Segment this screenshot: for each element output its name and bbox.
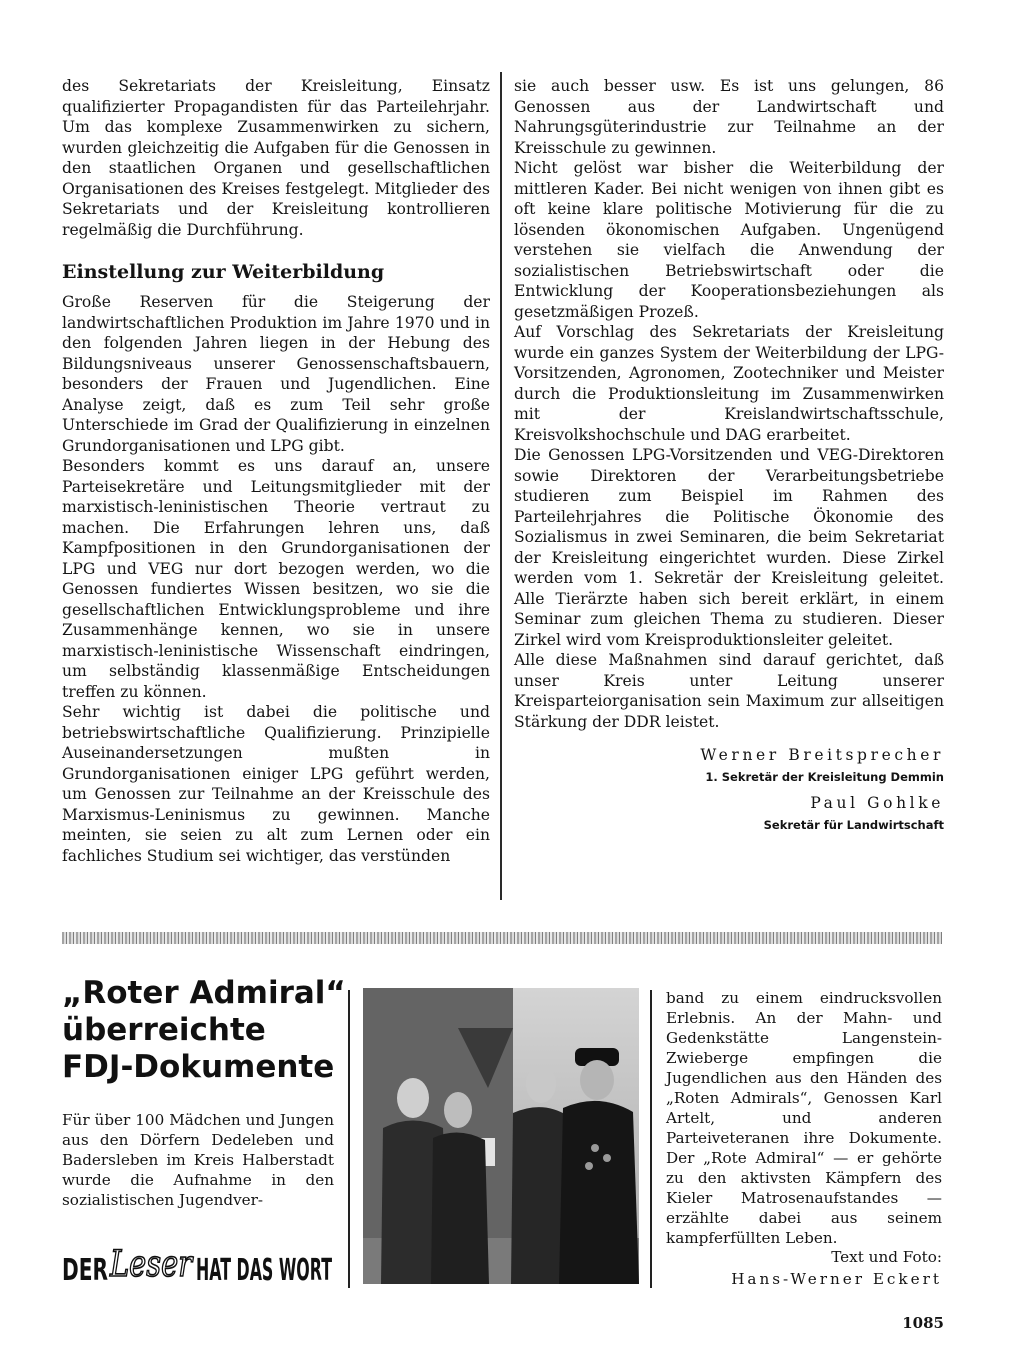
signature-name: Paul Gohlke bbox=[810, 794, 944, 812]
story-continuation-column bbox=[666, 988, 942, 1248]
story-rule-right bbox=[650, 990, 652, 1288]
story-photo bbox=[363, 988, 639, 1284]
credit-name: Hans-Werner Eckert bbox=[731, 1270, 942, 1288]
logo-graphic bbox=[62, 1236, 334, 1292]
signature-role: 1. Sekretär der Kreisleitung Demmin bbox=[705, 770, 944, 784]
paragraph: Alle diese Maßnahmen sind darauf gerichtet, daß unser Kreis unter Leitung unserer Kreisparteiorganisation sein Maximum zur allseitigen Stärkung der DDR leistet. bbox=[514, 651, 944, 731]
paragraph: Sehr wichtig ist dabei die politische und betriebswirtschaftliche Qualifizierung. Prinzipielle Auseinandersetzungen mußten in Grundorganisationen einiger LPG geführt werden, um Genossen zur Teilnahme an der Kreisschule des Marxismus-Leninismus zu gewinnen. Manche meinten, sie seien zu alt zum Lernen oder ein fachliches Studium sei wichtiger, das verstünden bbox=[62, 703, 490, 865]
paragraph: des Sekretariats der Kreisleitung, Einsatz qualifizierter Propagandisten für das Parteilehrjahr. Um das komplexe Zusammenwirken zu sichern, wurden gleichzeitig die Aufgaben für die Genossen in den staatlichen Organen und gesellschaftlichen Organisationen des Kreises festgelegt. Mitglieder des Sekretariats und der Kreisleitung kontrollieren regelmäßig die Durchführung. bbox=[62, 77, 490, 239]
story-intro-column bbox=[62, 1110, 334, 1210]
paragraph: sie auch besser usw. Es ist uns gelungen, 86 Genossen aus der Landwirtschaft und Nahrungsgüterindustrie zur Teilnahme an der Kreisschule zu gewinnen. bbox=[514, 77, 944, 157]
logo-der: DER bbox=[62, 1253, 108, 1288]
headline-line: „Roter Admiral“ bbox=[62, 975, 346, 1011]
logo-leser-script: Leser bbox=[109, 1244, 194, 1285]
paragraph: band zu einem eindrucksvollen Erlebnis. An der Mahn- und Gedenkstätte Langenstein-Zwieberge empfingen die Jugendlichen aus den Händen des „Roten Admirals“, Genossen Karl Artelt, und anderen Parteiveteranen ihre Dokumente. Der „Rote Admiral“ — er gehörte zu den aktivsten Kämpfern des Kieler Matrosenaufstandes — erzählte dabei aus seinem kampferfüllten Leben. bbox=[666, 989, 942, 1247]
headline-line: überreichte bbox=[62, 1012, 266, 1048]
headline-line: FDJ-Dokumente bbox=[62, 1049, 335, 1085]
story-headline bbox=[62, 975, 346, 1086]
paragraph: Die Genossen LPG-Vorsitzenden und VEG-Direktoren sowie Direktoren der Verarbeitungsbetriebe studieren zum Beispiel im Rahmen des Parteilehrjahres die Politische Ökonomie des Sozialismus in zwei Seminaren, die beim Sekretariat der Kreisleitung eingerichtet wurden. Diese Zirkel werden vom 1. Sekretär der Kreisleitung geleitet. Alle Tierärzte haben sich bereit erklärt, in einem Seminar zum gleichen Thema zu studieren. Dieser Zirkel wird vom Kreisproduktionsleiter geleitet. bbox=[514, 446, 944, 649]
column-divider bbox=[500, 72, 502, 900]
credit-label: Text und Foto: bbox=[831, 1248, 942, 1266]
paragraph: Besonders kommt es uns darauf an, unsere Parteisekretäre und Leitungsmitglieder mit der marxistisch-leninistischen Theorie vertraut zu machen. Die Erfahrungen lehren uns, daß Kampfpositionen in den Grundorganisationen der LPG und VEG nur dort bezogen werden, wo die Genossen fundiertes Wissen besitzen, wo sie die gesellschaftlichen Entwicklungsprobleme und ihre Zusammenhänge kennen, wo sie in unsere marxistisch-leninistische Wissenschaft eindringen, um selbständig klassenmäßige Entscheidungen treffen zu können. bbox=[62, 457, 490, 701]
paragraph: Für über 100 Mädchen und Jungen aus den Dörfern Dedeleben und Badersleben im Kreis Halberstadt wurde die Aufnahme in den sozialistischen Jugendver- bbox=[62, 1111, 334, 1209]
signature-name: Werner Breitsprecher bbox=[700, 746, 944, 764]
paragraph: Auf Vorschlag des Sekretariats der Kreisleitung wurde ein ganzes System der Weiterbildung der LPG-Vorsitzenden, Agronomen, Zootechniker und Meister durch die Produktionsleitung im Zusammenwirken mit der Kreislandwirtschaftsschule, Kreisvolkshochschule und DAG erarbeitet. bbox=[514, 323, 944, 444]
logo-hat-das-wort: HAT DAS WORT bbox=[196, 1253, 333, 1288]
photo-illustration bbox=[363, 988, 639, 1284]
paragraph: Nicht gelöst war bisher die Weiterbildung der mittleren Kader. Bei nicht wenigen von ihnen gibt es oft keine klare politische Motivierung für die zu lösenden ökonomischen Aufgaben. Ungenügend verstehen sie vielfach die Anwendung der sozialistischen Betriebswirtschaft oder die Entwicklung der Kooperationsbeziehungen als gesetzmäßigen Prozeß. bbox=[514, 159, 944, 321]
section-heading: Einstellung zur Weiterbildung bbox=[62, 261, 385, 283]
section-separator-band bbox=[62, 932, 942, 944]
photo-credit bbox=[666, 1246, 942, 1290]
signature-block bbox=[514, 744, 944, 836]
story-rule-left bbox=[348, 990, 350, 1288]
page-number: 1085 bbox=[902, 1314, 944, 1332]
left-column bbox=[62, 76, 490, 866]
signature-role: Sekretär für Landwirtschaft bbox=[763, 818, 944, 832]
leser-hat-das-wort-logo bbox=[62, 1236, 334, 1292]
paragraph: Große Reserven für die Steigerung der landwirtschaftlichen Produktion im Jahre 1970 und in den folgenden Jahren liegen in der Hebung des Bildungsniveaus unserer Genossenschaftsbauern, besonders der Frauen und Jugendlichen. Eine Analyse zeigt, daß es zum Teil sehr große Unterschiede im Grad der Qualifizierung in einzelnen Grundorganisationen und LPG gibt. bbox=[62, 293, 490, 455]
right-column bbox=[514, 76, 944, 836]
